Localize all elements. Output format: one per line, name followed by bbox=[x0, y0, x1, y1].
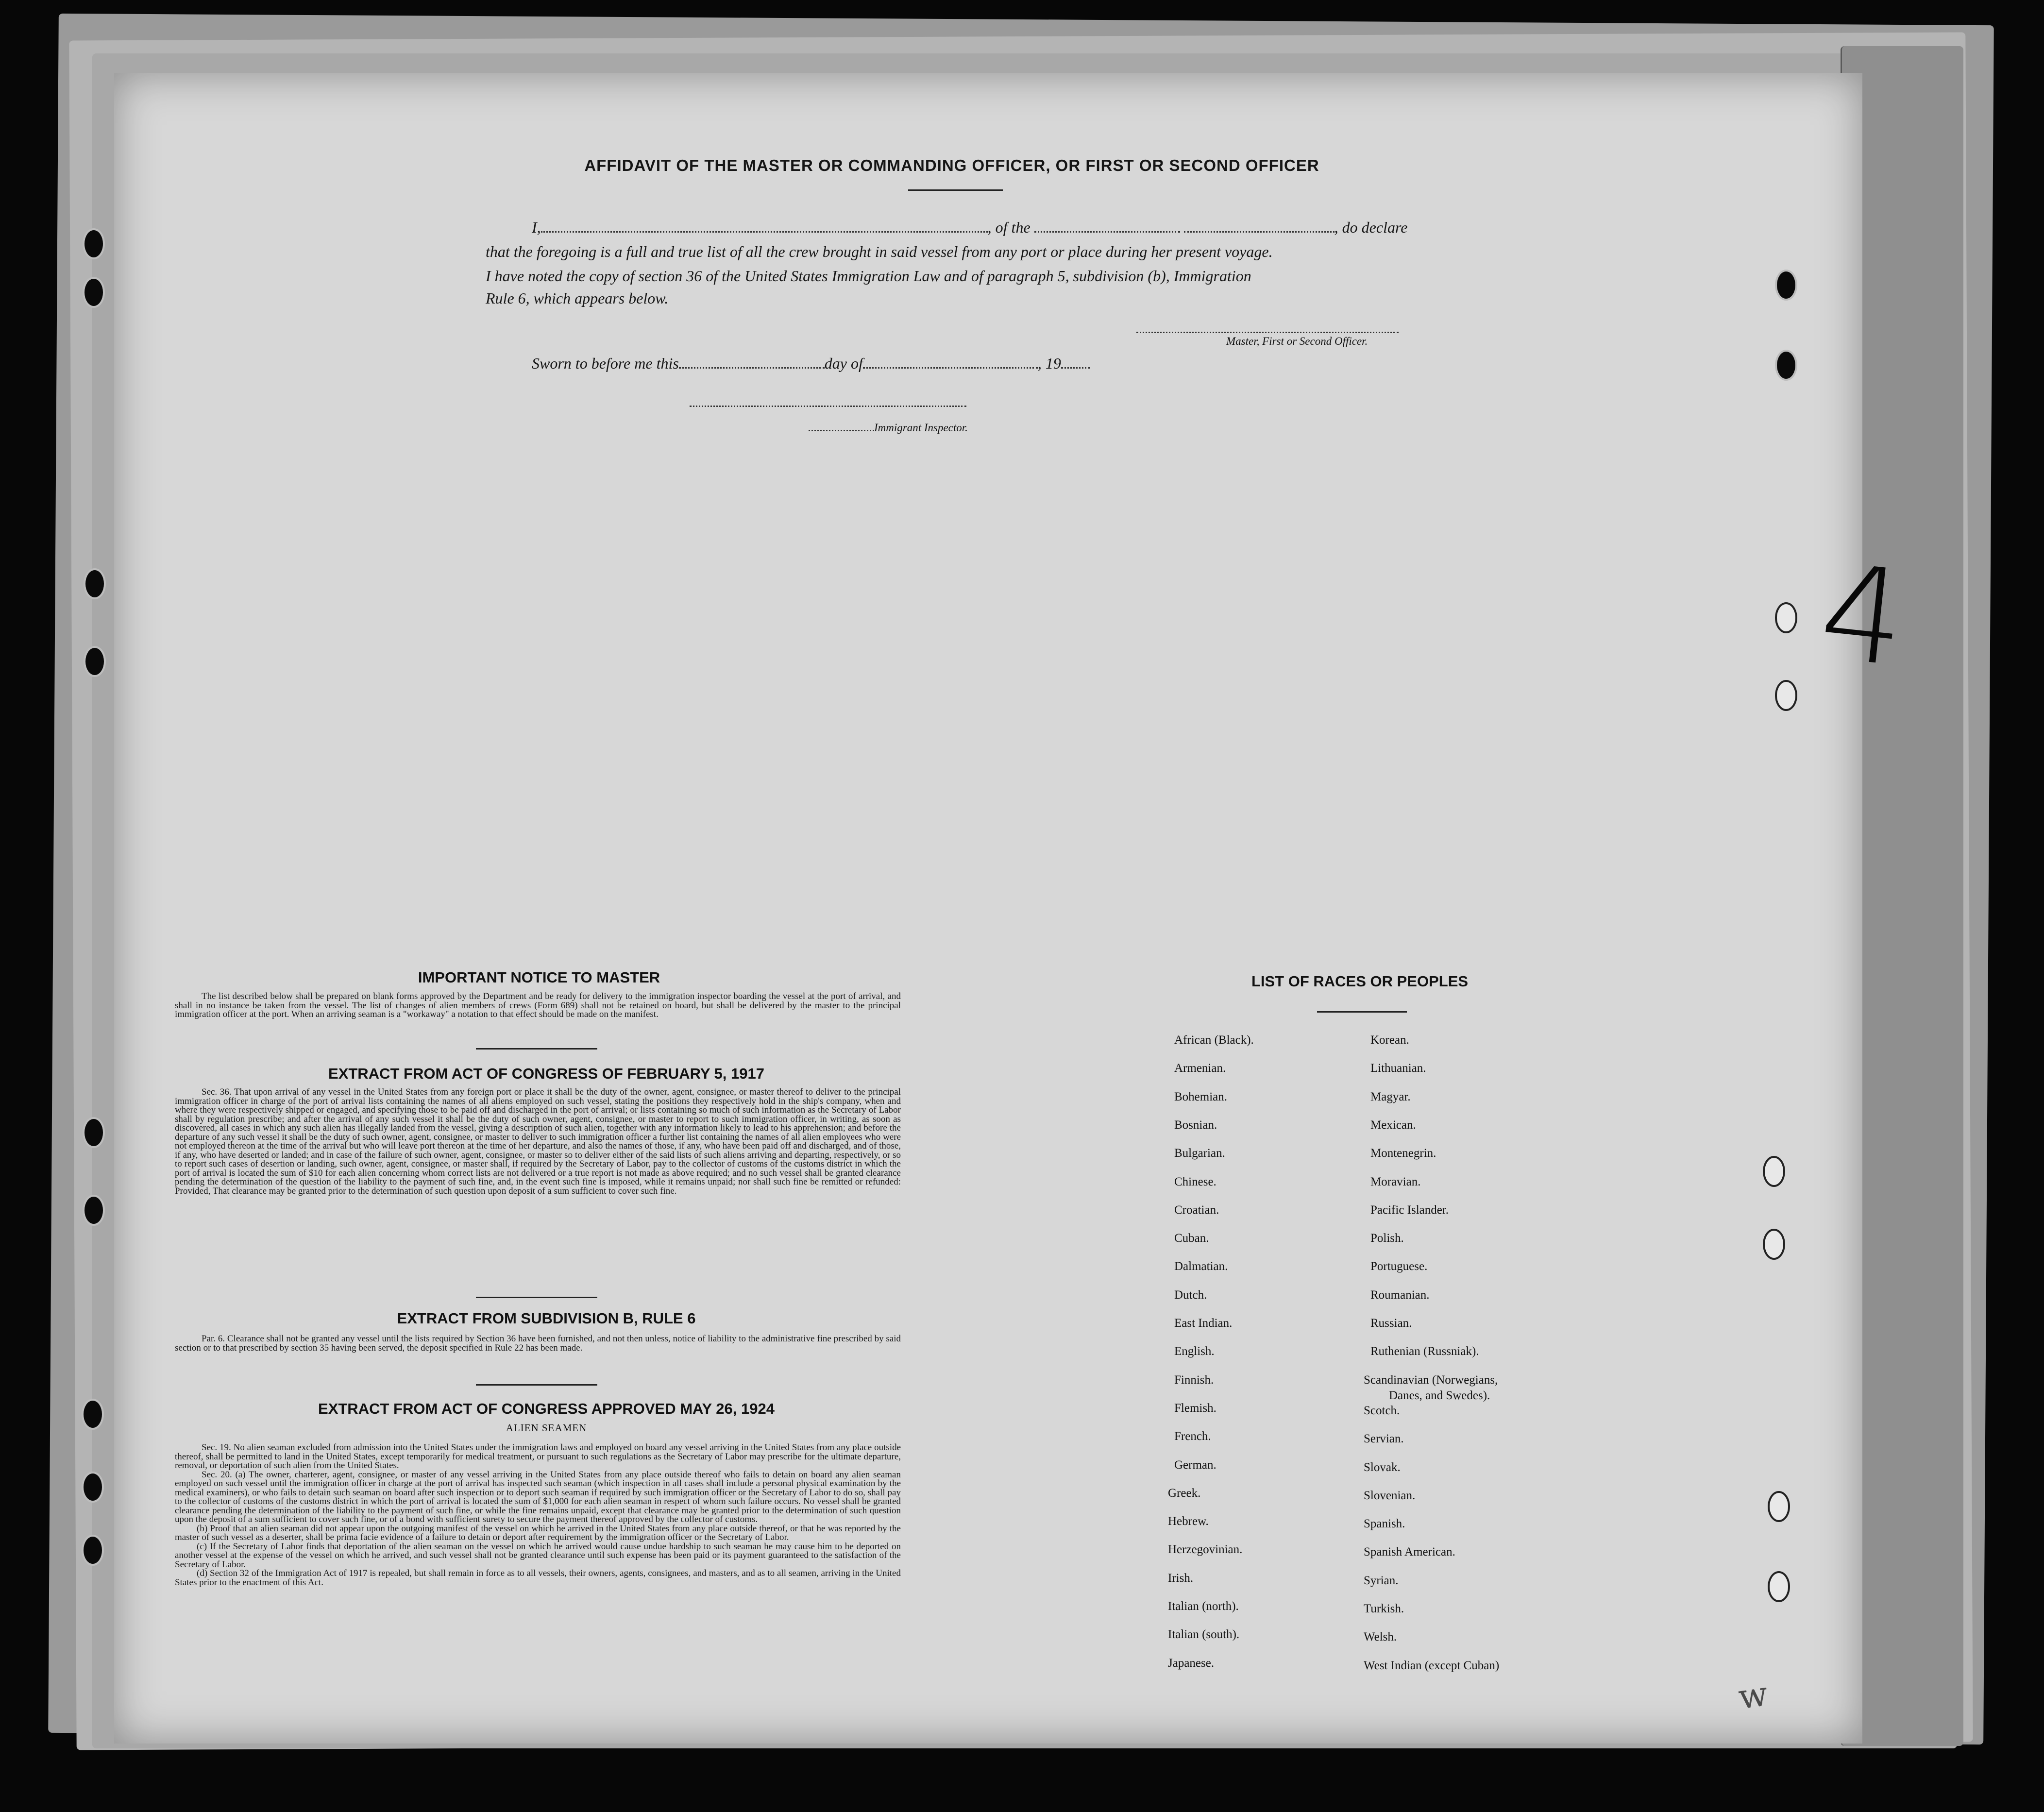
sec-19-paragraph: Sec. 19. No alien seaman excluded from admission into the United States under the immigration laws and employed on board any vessel arriving in the United States from any place outside thereof, shall be permitted to land in the United States, except temporarily for medical treatment, or pursuant to such regulations as the Secretary of Labor may prescribe for the ultimate departure, removal, or deportation of such alien from the United States. bbox=[175, 1442, 901, 1471]
race-item: Slovenian. bbox=[1364, 1489, 1416, 1502]
race-item: Syrian. bbox=[1364, 1574, 1399, 1587]
race-item: Ruthenian (Russniak). bbox=[1370, 1345, 1479, 1358]
sworn-year-blank[interactable] bbox=[1061, 367, 1090, 369]
race-item: Russian. bbox=[1370, 1317, 1412, 1330]
race-item: Finnish. bbox=[1174, 1373, 1214, 1387]
sec-20b-paragraph: (b) Proof that an alien seaman did not appear upon the outgoing manifest of the vessel on which he arrived in the United States from any place outside thereof, or that he was reported by the master of such vessel as a deserter, shall be prima facie evidence of a failure to detain or deport after requirement by the immigration officer or the Secretary of Labor. bbox=[175, 1523, 901, 1542]
race-item: Bosnian. bbox=[1174, 1118, 1217, 1132]
sworn-text: Sworn to before me this bbox=[532, 355, 679, 372]
sec-20a-paragraph: Sec. 20. (a) The owner, charterer, agent, consignee, or master of any vessel arriving in the United States from any place outside thereof who fails to detain on board any alien seaman employed on such vessel until the immigration officer in charge at the port of arrival has inspected such seaman (which inspection in all cases shall include a personal physical examination by the medical examiners), or who fails to detain such seaman on board after such inspection or to deport such seaman if required by such immigration officer or the Secretary of Labor to do so, shall pay to the collector of customs of the customs district in which the port of arrival is located the sum of $1,000 for each alien seaman in respect of whom such failure occurs. No vessel shall be granted clearance pending the determination of the liability to the payment of such fine, or while the fine remains unpaid, except that clearance may be granted prior to the determination of such question upon the deposit of a sum sufficient to cover such fine, or of a bond with sufficient surety to secure the payment thereof approved by the collector of customs. bbox=[175, 1469, 901, 1524]
race-item: Montenegrin. bbox=[1370, 1147, 1436, 1160]
race-item: West Indian (except Cuban) bbox=[1364, 1659, 1500, 1672]
punch-hole bbox=[82, 1535, 104, 1566]
vessel-blank-1[interactable] bbox=[1034, 231, 1180, 233]
sworn-month-blank[interactable] bbox=[863, 367, 1038, 369]
race-item: Hebrew. bbox=[1168, 1515, 1209, 1528]
race-item: Magyar. bbox=[1370, 1090, 1411, 1103]
title-divider bbox=[908, 189, 1003, 191]
punch-hole bbox=[1775, 350, 1797, 381]
punch-hole bbox=[1763, 1156, 1785, 1187]
punch-hole bbox=[84, 568, 106, 599]
punch-hole bbox=[1763, 1229, 1785, 1260]
race-item: Herzegovinian. bbox=[1168, 1543, 1243, 1557]
races-divider bbox=[1317, 1011, 1407, 1013]
sworn-day-of: day of bbox=[824, 355, 863, 372]
extract-1924-title: EXTRACT FROM ACT OF CONGRESS APPROVED MAY 26, 1924 bbox=[318, 1400, 775, 1417]
punch-hole bbox=[84, 646, 106, 677]
race-item: Roumanian. bbox=[1370, 1288, 1430, 1302]
punch-hole bbox=[83, 277, 105, 308]
vessel-blank-2[interactable] bbox=[1184, 231, 1335, 233]
race-item: Irish. bbox=[1168, 1571, 1194, 1585]
race-item: Spanish American. bbox=[1364, 1545, 1455, 1559]
race-item: Scotch. bbox=[1364, 1404, 1400, 1417]
race-item: Scandinavian (Norwegians, bbox=[1364, 1373, 1498, 1387]
race-item: Dutch. bbox=[1174, 1288, 1207, 1302]
section-divider bbox=[476, 1048, 597, 1050]
section-divider bbox=[476, 1384, 597, 1386]
race-item: Slovak. bbox=[1364, 1460, 1401, 1474]
punch-hole bbox=[83, 1117, 105, 1148]
race-item: East Indian. bbox=[1174, 1317, 1233, 1330]
race-item: Pacific Islander. bbox=[1370, 1203, 1449, 1217]
sworn-day-blank[interactable] bbox=[679, 367, 825, 369]
handwritten-page-number: 4 bbox=[1813, 535, 1912, 696]
master-caption: Master, First or Second Officer. bbox=[1226, 335, 1368, 347]
affidavit-title: AFFIDAVIT OF THE MASTER OR COMMANDING OFFICER, OR FIRST OR SECOND OFFICER bbox=[584, 156, 1319, 174]
affidavit-i: I, bbox=[532, 219, 541, 236]
extract-1924-text bbox=[175, 1443, 901, 1587]
race-item: Chinese. bbox=[1174, 1175, 1216, 1188]
race-continuation: Danes, and Swedes). bbox=[1389, 1389, 1490, 1402]
affidavit-of-the: , of the bbox=[987, 219, 1030, 236]
race-item: Spanish. bbox=[1364, 1517, 1405, 1531]
alien-seamen-subtitle: ALIEN SEAMEN bbox=[506, 1422, 587, 1434]
punch-hole bbox=[1768, 1571, 1790, 1602]
sworn-line bbox=[532, 355, 1090, 373]
affidavit-line-4: Rule 6, which appears below. bbox=[486, 289, 669, 307]
race-item: Cuban. bbox=[1174, 1232, 1209, 1245]
race-item: Turkish. bbox=[1364, 1602, 1404, 1615]
race-item: Portuguese. bbox=[1370, 1260, 1428, 1273]
race-item: Bohemian. bbox=[1174, 1090, 1228, 1103]
affidavit-line-3: I have noted the copy of section 36 of the United States Immigration Law and of paragraph 5, subdivision (b), Immigration bbox=[486, 267, 1251, 285]
punch-hole bbox=[1775, 680, 1797, 711]
race-item: German. bbox=[1174, 1458, 1216, 1472]
punch-hole bbox=[82, 1399, 104, 1430]
notice-title: IMPORTANT NOTICE TO MASTER bbox=[418, 969, 660, 986]
inspector-blank bbox=[809, 429, 874, 431]
race-item: Armenian. bbox=[1174, 1062, 1226, 1075]
race-item: Bulgarian. bbox=[1174, 1147, 1225, 1160]
master-signature-line[interactable] bbox=[1136, 332, 1399, 333]
extract-1917-text: Sec. 36. That upon arrival of any vessel in the United States from any foreign port or place it shall be the duty of the owner, agent, consignee, or master thereof to deliver to the principal immigration officer in charge of the port of arrival lists containing the names of all aliens employed on such vessel, stating the positions they respectively hold in the ship's company, when and where they were respectively shipped or engaged, and specifying those to be paid off and discharged in the port of arrival; or lists containing so much of such information as the Secretary of Labor shall by regulation prescribe; and after the arrival of any such vessel it shall be the duty of such owner, agent, consignee, or master to report to such immigration officer, in writing, as soon as discovered, all cases in which any such alien has illegally landed from the vessel, giving a description of such alien, together with any information likely to lead to his apprehension; and before the departure of any such vessel it shall be the duty of such owner, agent, consignee, or master to deliver to such immigration officer a further list containing the names of all alien employees who were not employed thereon at the time of the arrival but who will leave port thereon at the time of her departure, and also the names of those, if any, who have been paid off and discharged, and of those, if any, who have deserted or landed; and in case of the failure of such owner, agent, consignee, or master so to deliver either of the said lists of such aliens arriving and departing, respectively, or so to report such cases of desertion or landing, such owner, agent, consignee, or master shall, if required by the Secretary of Labor, pay to the collector of customs of the customs district in which the port of arrival is located the sum of $10 for each alien concerning whom correct lists are not delivered or a true report is not made as above required; and no such vessel shall be granted clearance pending the determination of the question of the liability to the payment of such fine, and, in the event such fine is imposed, while it remains unpaid; nor shall such fine be remitted or refunded: Provided, That clearance may be granted prior to the determination of such question upon deposit of a sum sufficient to cover such fine. bbox=[175, 1087, 901, 1196]
affidavit-declare: , do declare bbox=[1334, 219, 1408, 236]
inspector-caption bbox=[809, 422, 968, 434]
race-item: Dalmatian. bbox=[1174, 1260, 1228, 1273]
race-item: Korean. bbox=[1370, 1033, 1409, 1047]
race-item: African (Black). bbox=[1174, 1033, 1254, 1047]
punch-hole bbox=[1775, 602, 1797, 633]
punch-hole bbox=[1768, 1491, 1790, 1522]
race-item: Polish. bbox=[1370, 1232, 1404, 1245]
handwritten-corner-mark: w bbox=[1736, 1674, 1771, 1717]
race-item: Servian. bbox=[1364, 1432, 1404, 1446]
race-item: Japanese. bbox=[1168, 1656, 1215, 1670]
race-item: Flemish. bbox=[1174, 1401, 1216, 1415]
extract-rule6-title: EXTRACT FROM SUBDIVISION B, RULE 6 bbox=[397, 1310, 696, 1327]
race-item: English. bbox=[1174, 1345, 1215, 1358]
race-item: Mexican. bbox=[1370, 1118, 1416, 1132]
affidavit-line-1 bbox=[532, 219, 1407, 237]
punch-hole bbox=[83, 1195, 105, 1226]
race-item: Italian (north). bbox=[1168, 1600, 1239, 1613]
race-item: French. bbox=[1174, 1430, 1211, 1443]
bleed-through-text bbox=[379, 127, 1787, 186]
extract-1917-title: EXTRACT FROM ACT OF CONGRESS OF FEBRUARY 5, 1917 bbox=[328, 1065, 764, 1082]
race-item: Moravian. bbox=[1370, 1175, 1421, 1188]
inspector-caption-text: Immigrant Inspector. bbox=[874, 422, 968, 434]
punch-hole bbox=[82, 1472, 104, 1503]
extract-rule6-text: Par. 6. Clearance shall not be granted any vessel until the lists required by Section 36 have been furnished, and not then unless, notice of liability to the administrative fine prescribed by said section or to that prescribed by section 35 having been served, the deposit specified in Rule 22 has been made. bbox=[175, 1334, 901, 1353]
affidavit-line-2: that the foregoing is a full and true list of all the crew brought in said vessel from any port or place during her present voyage. bbox=[486, 243, 1273, 260]
race-item: Lithuanian. bbox=[1370, 1062, 1426, 1075]
inspector-signature-line[interactable] bbox=[690, 406, 966, 407]
race-item: Italian (south). bbox=[1168, 1628, 1240, 1642]
sec-20c-paragraph: (c) If the Secretary of Labor finds that deportation of the alien seaman on the vessel on which he arrived would cause undue hardship to such seaman he may cause him to be deported on another vessel at the expense of the vessel on which he arrived, and such vessel shall not be granted clearance until such expense has been paid or its payment guaranteed to the satisfaction of the Secretary of Labor. bbox=[175, 1541, 901, 1570]
races-title: LIST OF RACES OR PEOPLES bbox=[1251, 973, 1469, 990]
sec-20d-paragraph: (d) Section 32 of the Immigration Act of 1917 is repealed, but shall remain in force as to all vessels, their owners, agents, consignees, and masters, and as to all seamen, arriving in the United States prior to the enactment of this Act. bbox=[175, 1568, 901, 1588]
name-blank[interactable] bbox=[541, 231, 988, 233]
punch-hole bbox=[1775, 270, 1797, 301]
punch-hole bbox=[83, 228, 105, 259]
race-item: Greek. bbox=[1168, 1486, 1201, 1500]
notice-text: The list described below shall be prepared on blank forms approved by the Department and be ready for delivery to the immigration inspector boarding the vessel at the port of arrival, and shall in no instance be taken from the vessel. The list of changes of alien members of crews (Form 689) shall not be retained on board, but shall be delivered by the master to the principal immigration officer at the port. When an arriving seaman is a "workaway" a notation to that effect should be made on the manifest. bbox=[175, 991, 901, 1019]
sworn-year: , 19 bbox=[1037, 355, 1061, 372]
section-divider bbox=[476, 1297, 597, 1298]
race-item: Croatian. bbox=[1174, 1203, 1219, 1217]
race-item: Welsh. bbox=[1364, 1630, 1397, 1644]
